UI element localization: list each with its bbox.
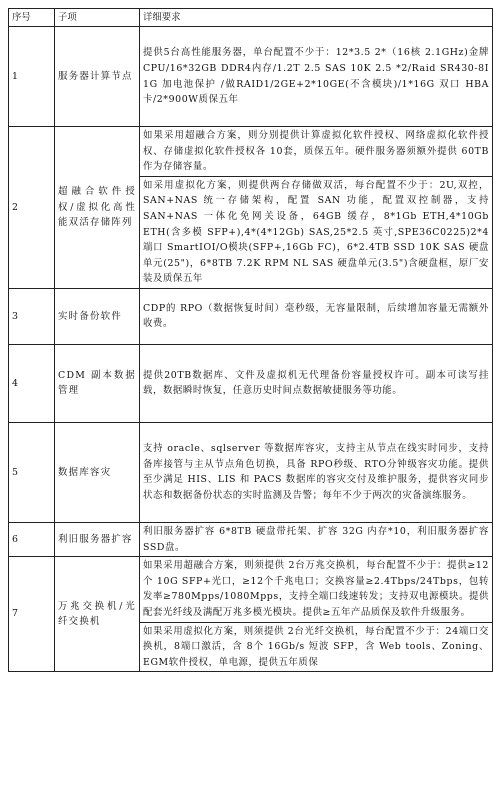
row-item: 数据库容灾 — [55, 422, 140, 522]
table-row — [9, 557, 493, 622]
row-seq: 3 — [9, 288, 55, 344]
row-requirement: 如果采用虚拟化方案，则须提供 2台光纤交换机，每台配置不少于：24端口交换机，8端口激活，含 8个 16Gb/s 短波 SFP，含 Web tools、Zoning、EGM软件授权，单电源，提供五年质保 — [140, 622, 493, 672]
row-requirement: 如果采用超融合方案，则须提供 2台万兆交换机，每台配置不少于：提供≥12个 10G SFP+光口，≥12个千兆电口；交换容量≥2.4Tbps/24Tbps，包转发率≥780Mpps/1080Mpps，支持全端口线速转发；支持双电源模块。提供配套光纤线及满配万兆多模光模块。提供≥五年产品质保及软件升级服务。 — [140, 557, 493, 622]
table-row — [9, 27, 493, 127]
header-item: 子项 — [55, 9, 140, 27]
table-row — [9, 127, 493, 177]
table-header-row — [9, 9, 493, 27]
row-requirement: 如果采用超融合方案，则分别提供计算虚拟化软件授权、网络虚拟化软件授权、存储虚拟化软件授权各 10套，质保五年。硬件服务器须额外提供 60TB 作为存储容量。 — [140, 127, 493, 177]
row-item: 实时备份软件 — [55, 288, 140, 344]
row-requirement: 提供5台高性能服务器，单台配置不少于：12*3.5 2*（16核 2.1GHz)金牌 CPU/16*32GB DDR4内存/1.2T 2.5 SAS 10K 2.5 *2/Raid SR430-8I 1G 加电池保护 /做RAID1/2GE+2*10GE(不含模块)/1*16G 双口 HBA 卡/2*900W质保五年 — [140, 27, 493, 127]
requirements-table — [8, 8, 493, 672]
row-item: 万兆交换机/光纤交换机 — [55, 557, 140, 672]
table-row — [9, 422, 493, 522]
row-item: 利旧服务器扩容 — [55, 522, 140, 556]
row-requirement: 利旧服务器扩容 6*8TB 硬盘带托架、扩容 32G 内存*10，利旧服务器扩容 SSD盘。 — [140, 522, 493, 556]
row-seq: 7 — [9, 557, 55, 672]
row-seq: 2 — [9, 127, 55, 289]
row-item: 超融合软件授权/虚拟化高性能双活存储阵列 — [55, 127, 140, 289]
row-requirement: 如采用虚拟化方案，则提供两台存储做双活，每台配置不少于：2U,双控，SAN+NAS 统一存储架构，配置 SAN 功能，配置双控制器，支持 SAN+NAS 一体化免网关设备，64GB 缓存，8*1Gb ETH,4*10Gb ETH(含多模 SFP+),4*(4*12Gb) SAS,25*2.5 英寸,SPE36C0225)2*4端口 SmartIOI/O模块(SFP+,16Gb FC)，6*2.4TB SSD 10K SAS 硬盘单元(25")，6*8TB 7.2K RPM NL SAS 硬盘单元(3.5")含硬盘框，原厂安装及质保五年 — [140, 176, 493, 288]
row-seq: 1 — [9, 27, 55, 127]
row-item: 服务器计算节点 — [55, 27, 140, 127]
row-seq: 4 — [9, 344, 55, 422]
header-requirements: 详细要求 — [140, 9, 493, 27]
table-row — [9, 288, 493, 344]
row-requirement: CDP的 RPO（数据恢复时间）毫秒级，无容量限制，后续增加容量无需额外收费。 — [140, 288, 493, 344]
row-seq: 5 — [9, 422, 55, 522]
header-seq: 序号 — [9, 9, 55, 27]
table-row — [9, 522, 493, 556]
row-item: CDM 副本数据管理 — [55, 344, 140, 422]
row-requirement: 提供20TB数据库、文件及虚拟机无代理备份容量授权许可。副本可读写挂载，数据瞬时恢复，任意历史时间点数据敏捷服务等功能。 — [140, 344, 493, 422]
table-row — [9, 344, 493, 422]
row-requirement: 支持 oracle、sqlserver 等数据库容灾，支持主从节点在线实时同步，支持备库接管与主从节点角色切换，具备 RPO秒级、RTO分钟级容灾功能。提供至少满足 HIS、LIS 和 PACS 数据库的容灾交付及维护服务，提供容灾同步状态和数据备份状态的实时监测及告警；每年不少于两次的灾备演练服务。 — [140, 422, 493, 522]
row-seq: 6 — [9, 522, 55, 556]
